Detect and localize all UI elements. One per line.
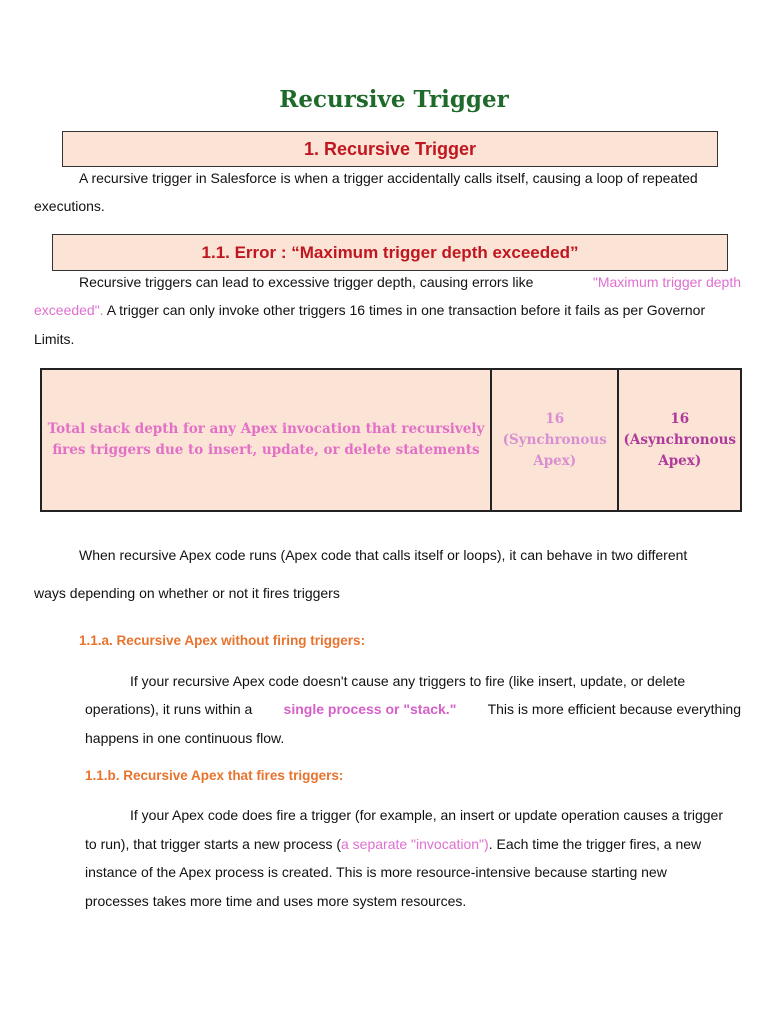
error-paragraph-line-1: [79, 274, 741, 290]
section11a-line-3: happens in one continuous flow.: [85, 730, 285, 746]
document-title: Recursive Trigger: [279, 86, 509, 113]
section11a-line-2: [85, 701, 741, 717]
sync-limit-cell: [491, 369, 619, 511]
error-message-highlight: "Maximum trigger depth: [592, 274, 741, 290]
table-row: [41, 369, 741, 511]
error-paragraph-text-2: A trigger can only invoke other triggers 16 times in one transaction before it fails as per Governor: [106, 302, 706, 318]
section1-paragraph-line-1: A recursive trigger in Salesforce is when a trigger accidentally calls itself, causing a loop of repeated: [79, 170, 698, 186]
section1-paragraph-line-2: executions.: [34, 198, 105, 214]
section11b-line-3-text: instance of the Apex process is created. This is more resource-intensive because starting new: [85, 864, 667, 880]
async-limit-cell: [618, 369, 741, 511]
error-paragraph-line-2: [34, 302, 705, 318]
async-limit-value: 16: [670, 410, 690, 427]
sync-limit-value: 16: [545, 410, 565, 427]
section11a-line-2-end: This is more efficient because everything: [487, 701, 741, 717]
separate-invocation-highlight: a separate "invocation"): [341, 836, 489, 852]
error-paragraph-line-3: Limits.: [34, 331, 75, 347]
async-limit-label: (Asynchronous Apex): [623, 431, 736, 469]
sync-limit-label: (Synchronous Apex): [502, 431, 607, 469]
section11a-line-2-start: operations), it runs within a: [85, 701, 253, 717]
section11b-line-1: If your Apex code does fire a trigger (for example, an insert or update operation causes a trigger: [130, 807, 723, 823]
section-heading-error: 1.1. Error : “Maximum trigger depth exceeded”: [52, 234, 728, 271]
section11b-line-4: processes takes more time and uses more system resources.: [85, 893, 467, 909]
section11b-line-2: [85, 836, 741, 852]
section11b-line-3: [85, 864, 741, 880]
subheading-without-triggers: 1.1.a. Recursive Apex without firing triggers:: [79, 633, 366, 648]
error-paragraph-text: Recursive triggers can lead to excessive trigger depth, causing errors like: [79, 274, 534, 290]
section11b-line-2-start: [85, 836, 701, 852]
limit-description-cell: Total stack depth for any Apex invocation that recursively fires triggers due to insert, update, or delete statements: [41, 369, 491, 511]
subheading-fires-triggers: 1.1.b. Recursive Apex that fires triggers:: [85, 768, 344, 783]
section11b-line-2-after: . Each time the trigger fires, a new: [488, 836, 702, 852]
error-message-highlight-end: exceeded".: [34, 302, 104, 318]
governor-limits-table: [40, 368, 742, 512]
section-heading-recursive-trigger: 1. Recursive Trigger: [62, 131, 718, 167]
section11b-line-2-before: to run), that trigger starts a new process (: [85, 836, 341, 852]
intro-paragraph-line-1: When recursive Apex code runs (Apex code that calls itself or loops), it can behave in two different: [79, 547, 688, 563]
single-process-highlight: single process or "stack.": [283, 701, 457, 717]
section11a-line-1: If your recursive Apex code doesn't cause any triggers to fire (like insert, update, or delete: [130, 673, 686, 689]
intro-paragraph-line-2: ways depending on whether or not it fires triggers: [34, 585, 340, 601]
